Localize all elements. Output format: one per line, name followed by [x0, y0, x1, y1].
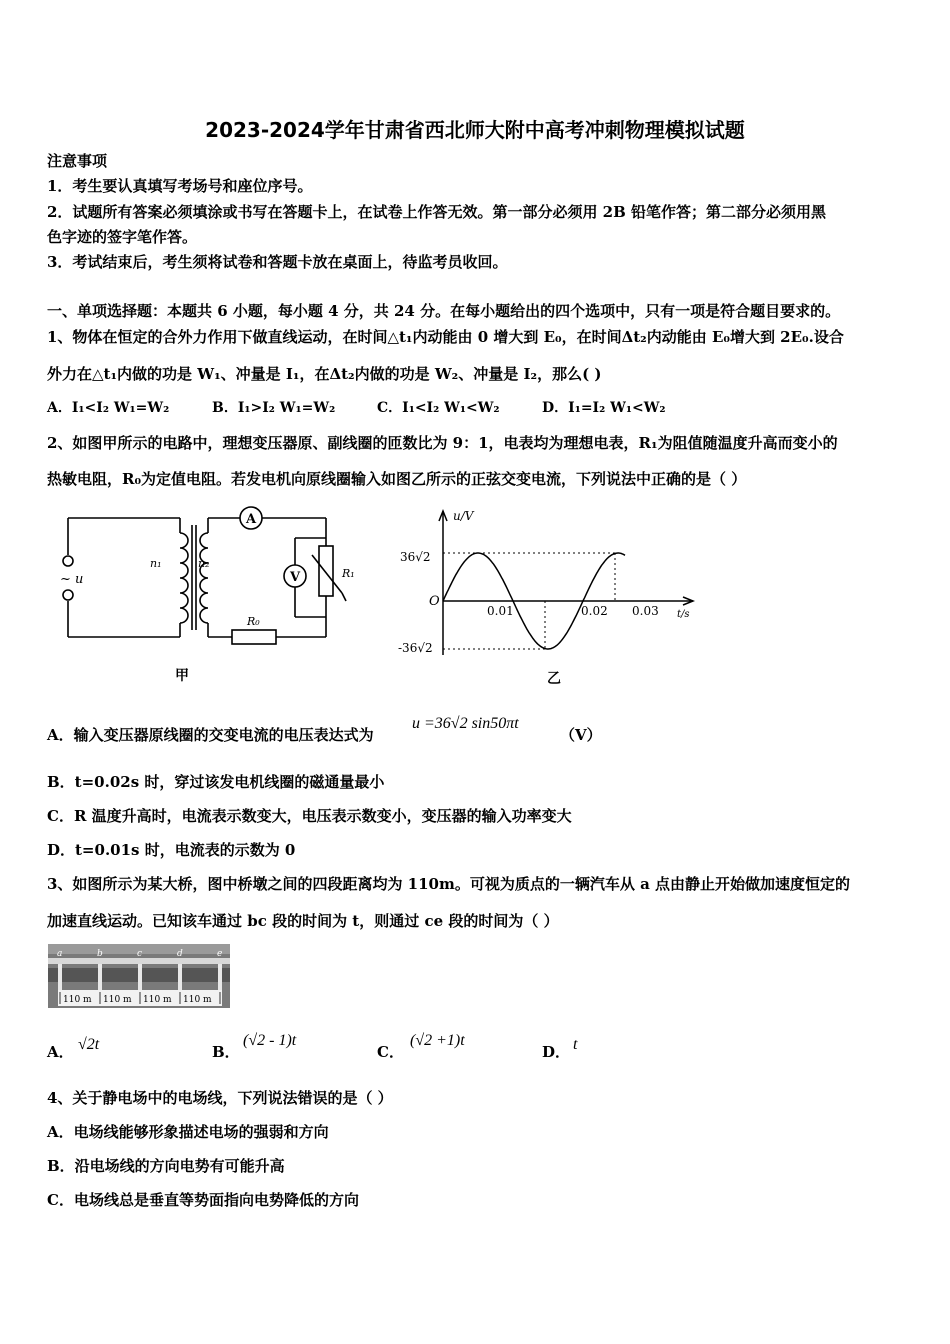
q2-option-d: D．t=0.01s 时，电流表的示数为 0	[47, 841, 296, 859]
graph-xtick: 0.01	[487, 604, 514, 618]
q3-option-a-label: A．	[47, 1043, 74, 1061]
voltage-graph	[395, 505, 705, 685]
q2-option-c: C．R 温度升高时，电流表示数变大，电压表示数变小，变压器的输入功率变大	[47, 807, 572, 825]
r1-label: R₁	[342, 567, 355, 580]
bridge-point: b	[97, 949, 103, 959]
q4-option-a: A．电场线能够形象描述电场的强弱和方向	[47, 1123, 329, 1141]
graph-ylabel: u/V	[453, 509, 474, 523]
graph-ymin: -36√2	[398, 641, 433, 655]
q1-option-d: D．I₁=I₂ W₁<W₂	[542, 400, 666, 416]
q2-option-a-formula: u =36√2 sin50πt	[412, 715, 519, 732]
ammeter-label: A	[245, 512, 257, 527]
page-title: 2023-2024学年甘肃省西北师大附中高考冲刺物理模拟试题	[205, 118, 745, 142]
q3-option-d-label: D．	[542, 1043, 571, 1061]
r0-label: R₀	[247, 615, 260, 628]
bridge-point: e	[217, 949, 223, 959]
graph-xtick: 0.03	[632, 604, 659, 618]
graph-xlabel: t/s	[677, 609, 690, 620]
q3-option-d-formula: t	[573, 1036, 578, 1053]
section-heading: 一、单项选择题：本题共 6 小题，每小题 4 分，共 24 分。在每小题给出的四个选项中，只有一项是符合题目要求的。	[47, 302, 841, 320]
q1-option-a: A．I₁<I₂ W₁=W₂	[47, 400, 170, 416]
bridge-point: c	[137, 949, 143, 959]
bridge-point: a	[57, 949, 63, 959]
q3-stem-line2: 加速直线运动。已知该车通过 bc 段的时间为 t，则通过 ce 段的时间为（ ）	[47, 912, 559, 930]
q3-option-c-formula: (√2 +1)t	[410, 1032, 465, 1049]
bridge-point: d	[177, 949, 183, 959]
q3-option-c-label: C．	[377, 1043, 404, 1061]
circuit-diagram	[50, 505, 360, 685]
q3-stem-line1: 3、如图所示为某大桥，图中桥墩之间的四段距离均为 110m。可视为质点的一辆汽车从 a 点由静止开始做加速度恒定的	[47, 875, 851, 893]
graph-caption: 乙	[547, 671, 561, 685]
bridge-span: 110 m	[103, 995, 132, 1005]
q1-stem-line2: 外力在△t₁内做的功是 W₁、冲量是 I₁，在Δt₂内做的功是 W₂、冲量是 I₂，那么( )	[47, 365, 602, 383]
n1-label: n₁	[150, 557, 162, 570]
q2-option-b: B．t=0.02s 时，穿过该发电机线圈的磁通量最小	[47, 773, 385, 791]
bridge-span: 110 m	[183, 995, 212, 1005]
bridge-span: 110 m	[143, 995, 172, 1005]
q4-option-b: B．沿电场线的方向电势有可能升高	[47, 1157, 285, 1175]
q2-stem-line1: 2、如图甲所示的电路中，理想变压器原、副线圈的匝数比为 9：1，电表均为理想电表，R₁为阻值随温度升高而变小的	[47, 434, 838, 452]
q2-option-a-prefix: A．输入变压器原线圈的交变电流的电压表达式为	[47, 726, 374, 744]
q1-option-c: C．I₁<I₂ W₁<W₂	[377, 400, 500, 416]
q3-option-b-formula: (√2 - 1)t	[243, 1032, 297, 1049]
voltmeter-label: V	[289, 570, 301, 585]
bridge-span: 110 m	[63, 995, 92, 1005]
q1-stem-line1: 1、物体在恒定的合外力作用下做直线运动，在时间△t₁内动能由 0 增大到 E₀，在时间Δt₂内动能由 E₀增大到 2E₀.设合	[47, 328, 844, 346]
notice-heading: 注意事项	[47, 152, 108, 170]
notice-item: 色字迹的签字笔作答。	[47, 228, 198, 246]
circuit-caption: 甲	[175, 668, 189, 684]
q4-option-c: C．电场线总是垂直等势面指向电势降低的方向	[47, 1191, 359, 1209]
n2-label: n₂	[198, 557, 210, 570]
q3-option-b-label: B．	[212, 1043, 240, 1061]
q2-option-a-suffix: （V）	[560, 726, 602, 744]
bridge-image	[48, 944, 230, 1008]
graph-origin: O	[429, 594, 440, 609]
q1-option-b: B．I₁>I₂ W₁=W₂	[212, 400, 336, 416]
q4-stem: 4、关于静电场中的电场线，下列说法错误的是（ ）	[47, 1089, 393, 1107]
notice-item: 2．试题所有答案必须填涂或书写在答题卡上，在试卷上作答无效。第一部分必须用 2B 铅笔作答；第二部分必须用黑	[47, 203, 827, 221]
graph-ymax: 36√2	[400, 550, 431, 564]
notice-item: 3．考试结束后，考生须将试卷和答题卡放在桌面上，待监考员收回。	[47, 253, 508, 271]
notice-item: 1．考生要认真填写考场号和座位序号。	[47, 177, 313, 195]
q3-option-a-formula: √2t	[78, 1036, 100, 1053]
graph-xtick: 0.02	[581, 604, 608, 618]
q2-stem-line2: 热敏电阻，R₀为定值电阻。若发电机向原线圈输入如图乙所示的正弦交变电流，下列说法中正确的是（ ）	[47, 470, 747, 488]
source-label: ~ u	[60, 572, 84, 587]
